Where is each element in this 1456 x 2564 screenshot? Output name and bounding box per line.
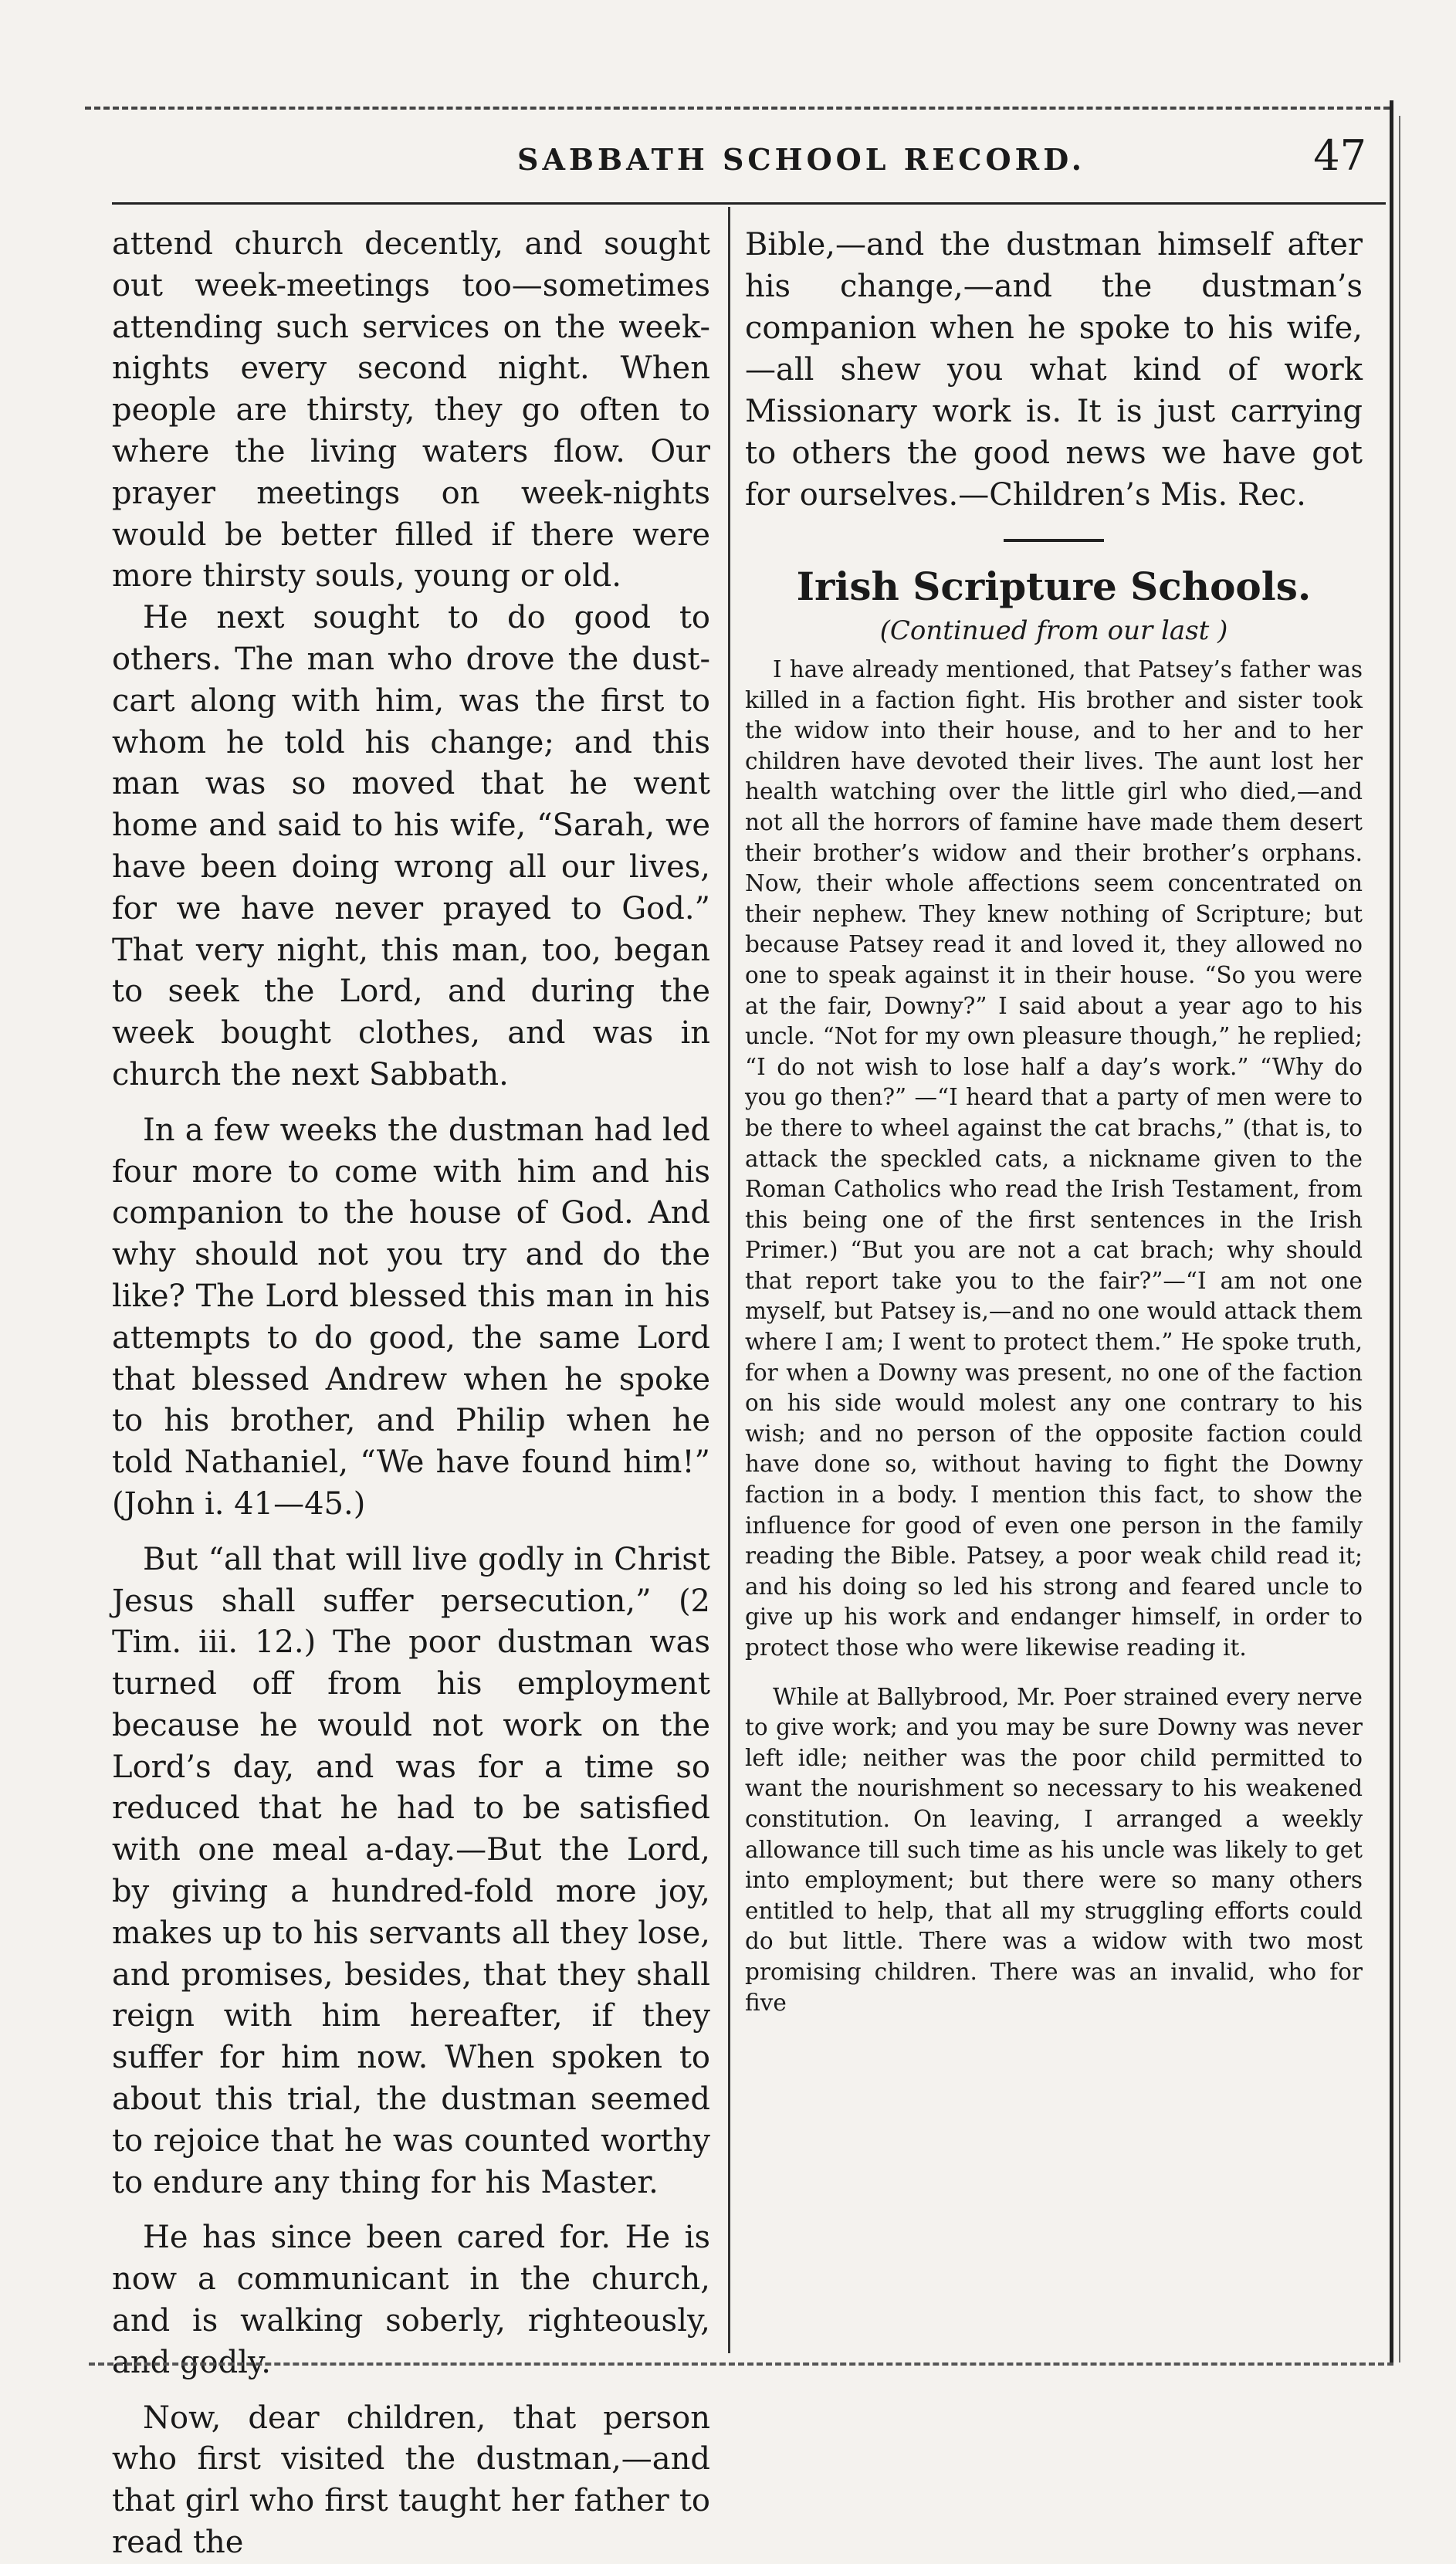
paragraph: He next sought to do good to others. The man who drove the dust-cart along with him, was the first to whom he told his change; and this man was so moved that he went home and said to his wife, “Sarah, we have been doing wrong all our lives, for we have never prayed to God.” That very night, this man, too, began to seek the Lord, and during the week bought clothes, and was in church the next Sabbath. xyxy=(112,600,710,1092)
right-border-inner xyxy=(1399,116,1400,2362)
right-column xyxy=(745,224,1363,2018)
paragraph: But “all that will live godly in Christ Jesus shall suffer persecution,” (2 Tim. iii. 12.) The poor dustman was turned off from his employment because he would not work on the Lord’s day, and was for a time so reduced that he had to be satisfied with one meal a-day.—But the Lord, by giving a hundred-fold more joy, makes up to his servants all they lose, and promises, besides, that they shall reign with him hereafter, if they suffer for him now. When spoken to about this trial, the dustman seemed to rejoice that he was counted worthy to endure any thing for his Master. xyxy=(112,1541,710,2200)
paragraph: Now, dear children, that person who first visited the dustman,—and that girl who first taught her father to read the xyxy=(112,2400,710,2561)
paragraph: He has since been cared for. He is now a communicant in the church, and is walking soberly, righteously, and godly. xyxy=(112,2220,710,2380)
right-column-upper xyxy=(745,224,1363,516)
paragraph: In a few weeks the dustman had led four more to come with him and his companion to the house of God. And why should not you try and do the like? The Lord blessed this man in his attempts to do good, the same Lord that blessed Andrew when he spoke to his brother, and Philip when he told Nathaniel, “We have found him!” (John i. 41—45.) xyxy=(112,1112,710,1522)
header-rule xyxy=(112,202,1386,205)
paragraph: attend church decently, and sought out week-meetings too—sometimes attending such services on the week-nights every second night. When people are thirsty, they go often to where the living waters flow. Our prayer meetings on week-nights would be better filled if there were more thirsty souls, young or old. xyxy=(112,226,710,594)
column-divider xyxy=(728,207,730,2353)
right-border xyxy=(1390,100,1393,2362)
running-header xyxy=(116,131,1390,193)
section-heading: Irish Scripture Schools. xyxy=(796,564,1312,609)
running-title: SABBATH SCHOOL RECORD. xyxy=(517,142,1086,177)
left-column xyxy=(112,224,710,2564)
paragraph: Bible,—and the dustman himself after his change,—and the dustman’s companion when he spoke to his wife,—all shew you what kind of work Missionary work is. It is just carrying to others the good news we have got for ourselves.—Children’s Mis. Rec. xyxy=(745,227,1363,513)
paragraph: I have already mentioned, that Patsey’s father was killed in a faction fight. His brother and sister took the widow into their house, and to her and to her children have devoted their lives. The aunt lost her health watching over the little girl who died,—and not all the horrors of famine have made them desert their brother’s widow and their brother’s orphans. Now, their whole affections seem concentrated on their nephew. They knew nothing of Scripture; but because Patsey read it and loved it, they allowed no one to speak against it in their house. “So you were at the fair, Downy?” I said about a year ago to his uncle. “Not for my own pleasure though,” he replied; “I do not wish to lose half a day’s work.” “Why do you go then?” —“I heard that a party of men were to be there to wheel against the cat brachs,” (that is, to attack the speckled cats, a nickname given to the Roman Catholics who read the Irish Testament, from this being one of the first sentences in the Irish Primer.) “But you are not a cat brach; why should that report take you to the fair?”—“I am not one myself, but Patsey is,—and no one would attack them where I am; I went to protect them.” He spoke truth, for when a Downy was present, no one of the faction on his side would molest any one contrary to his wish; and no person of the opposite faction could have done so, without having to fight the Downy faction in a body. I mention this fact, to show the influence for good of even one person in the family reading the Bible. Patsey, a poor weak child read it; and his doing so led his strong and feared uncle to give up his work and endanger himself, in order to protect those who were likewise reading it. xyxy=(745,656,1363,1661)
section-divider xyxy=(1004,539,1104,542)
top-rule xyxy=(85,107,1390,110)
section-subheading: (Continued from our last ) xyxy=(879,615,1228,646)
bottom-rule xyxy=(89,2362,1393,2366)
paragraph: While at Ballybrood, Mr. Poer strained every nerve to give work; and you may be sure Downy was never left idle; neither was the poor child permitted to want the nourishment so necessary to his weakened constitution. On leaving, I arranged a weekly allowance till such time as his uncle was likely to get into employment; but there were so many others entitled to help, that all my struggling efforts could do but little. There was a widow with two most promising children. There was an invalid, who for five xyxy=(745,1683,1363,2016)
page-number: 47 xyxy=(1313,131,1366,180)
right-column-lower xyxy=(745,655,1363,2018)
